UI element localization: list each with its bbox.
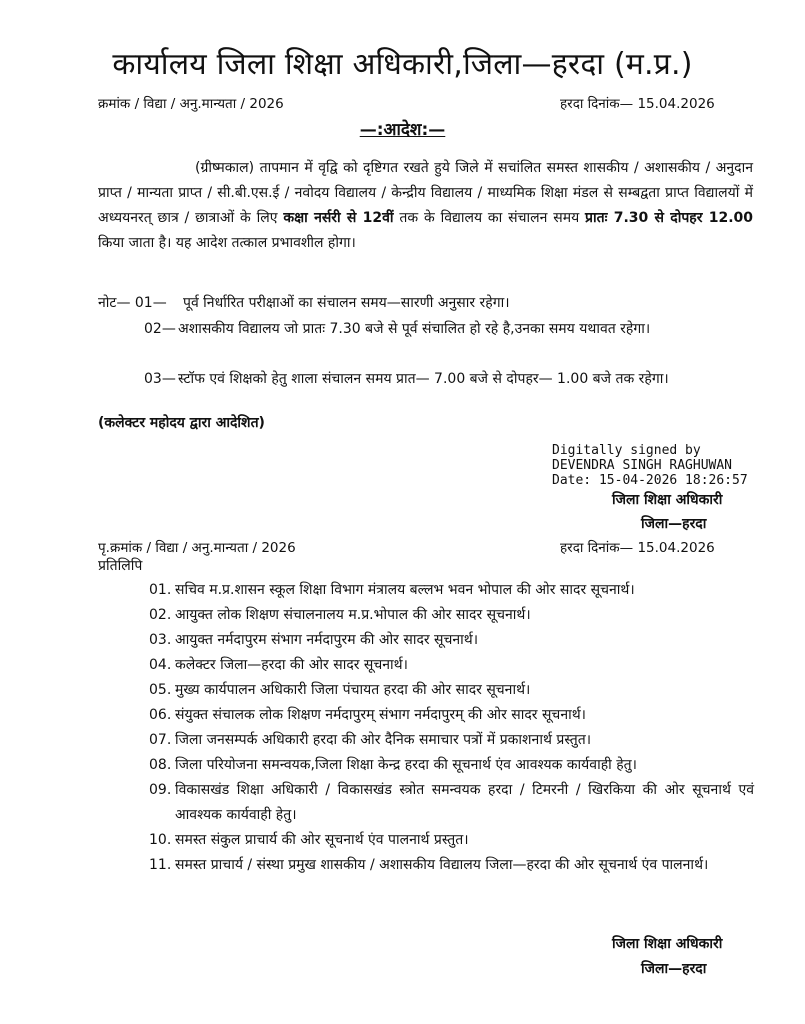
note-3 bbox=[98, 367, 753, 417]
list-item-text: समस्त प्राचार्य / संस्था प्रमुख शासकीय / अशासकीय विद्यालय जिला—हरदा की ओर सूचनार्थ एंव पालनार्थ। bbox=[175, 857, 709, 873]
list-item-number: 04. bbox=[149, 657, 172, 673]
list-item-text: विकासखंड शिक्षा अधिकारी / विकासखंड स्त्रोत समन्वयक हरदा / टिमरनी / खिरकिया की ओर सूचनार्थ एवं आवश्यक कार्यवाही हेतु। bbox=[175, 782, 754, 823]
list-item bbox=[149, 653, 754, 678]
list-item bbox=[149, 678, 754, 703]
list-item bbox=[149, 628, 754, 653]
signatory-designation: जिला शिक्षा अधिकारी bbox=[612, 492, 723, 508]
note-1 bbox=[98, 291, 753, 316]
office-title: कार्यालय जिला शिक्षा अधिकारी,जिला—हरदा (म.प्र.) bbox=[112, 47, 693, 82]
authority-note: (कलेक्टर महोदय द्वारा आदेशित) bbox=[98, 415, 265, 431]
list-item-text: आयुक्त नर्मदापुरम संभाग नर्मदापुरम की ओर सादर सूचनार्थ। bbox=[175, 632, 479, 648]
footer-designation: जिला शिक्षा अधिकारी bbox=[612, 936, 723, 952]
order-text-mid: तक के विद्यालय का संचालन समय bbox=[393, 210, 586, 226]
list-item-number: 03. bbox=[149, 632, 172, 648]
order-date: हरदा दिनांक— 15.04.2026 bbox=[560, 96, 715, 112]
list-item-number: 09. bbox=[149, 782, 172, 798]
endorsement-reference: पृ.क्रमांक / विद्या / अनु.मान्यता / 2026 bbox=[98, 540, 296, 556]
order-text-start: (ग्रीष्मकाल) तापमान में वृद्वि को दृष्टिगत रखते हुये जिले में सचांलित समस्त शासकीय / अशासकीय / अनुदान प्राप्त / मान्यता प्राप्त / सी.बी.एस.ई / नवोदय विद्यालय / केन्द्रीय विद्यालय / माध्यमिक शिक्षा मंडल से सम्बद्वता प्राप्त विद्यालयों में अध्ययनरत् छात्र / छात्राओं के लिए bbox=[98, 160, 753, 226]
note-text: अशासकीय विद्यालय जो प्रातः 7.30 बजे से पूर्व संचालित हो रहे है,उनका समय यथावत रहेगा। bbox=[178, 321, 651, 337]
order-text-end: किया जाता है। यह आदेश तत्काल प्रभावशील होगा। bbox=[98, 235, 356, 251]
list-item bbox=[149, 703, 754, 728]
list-item-text: मुख्य कार्यपालन अधिकारी जिला पंचायत हरदा की ओर सादर सूचनार्थ। bbox=[175, 682, 531, 698]
list-item-number: 06. bbox=[149, 707, 172, 723]
footer-location: जिला—हरदा bbox=[641, 961, 707, 977]
list-item bbox=[149, 578, 754, 603]
list-item-text: संयुक्त संचालक लोक शिक्षण नर्मदापुरम् संभाग नर्मदापुरम् की ओर सादर सूचनार्थ। bbox=[175, 707, 586, 723]
note-number: 02— bbox=[144, 321, 176, 337]
copy-label: प्रतिलिपि bbox=[98, 558, 143, 574]
list-item-number: 08. bbox=[149, 757, 172, 773]
list-item-text: कलेक्टर जिला—हरदा की ओर सादर सूचनार्थ। bbox=[175, 657, 408, 673]
order-timing: प्रातः 7.30 से दोपहर 12.00 bbox=[585, 210, 754, 226]
list-item-text: समस्त संकुल प्राचार्य की ओर सूचनार्थ एंव पालनार्थ प्रस्तुत। bbox=[175, 832, 469, 848]
list-item-number: 11. bbox=[149, 857, 172, 873]
list-item-number: 02. bbox=[149, 607, 172, 623]
list-item-number: 07. bbox=[149, 732, 172, 748]
list-item-number: 01. bbox=[149, 582, 172, 598]
order-classes: कक्षा नर्सरी से 12वीं bbox=[283, 210, 394, 226]
order-paragraph bbox=[98, 156, 753, 256]
list-item bbox=[149, 828, 754, 853]
note-number: नोट— 01— bbox=[98, 295, 167, 311]
list-item-text: सचिव म.प्र.शासन स्कूल शिक्षा विभाग मंत्रालय बल्लभ भवन भोपाल की ओर सादर सूचनार्थ। bbox=[175, 582, 635, 598]
list-item bbox=[149, 778, 754, 828]
order-heading: —:आदेश:— bbox=[359, 120, 446, 140]
digital-signature-signer: DEVENDRA SINGH RAGHUWAN bbox=[552, 458, 733, 473]
list-item-text: आयुक्त लोक शिक्षण संचालनालय म.प्र.भोपाल की ओर सादर सूचनार्थ। bbox=[175, 607, 531, 623]
note-text: पूर्व निर्धारित परीक्षाओं का संचालन समय—सारणी अनुसार रहेगा। bbox=[183, 295, 510, 311]
digital-signature-line1: Digitally signed by bbox=[552, 443, 701, 458]
note-2 bbox=[98, 317, 753, 367]
list-item-number: 10. bbox=[149, 832, 172, 848]
list-item-text: जिला परियोजना समन्वयक,जिला शिक्षा केन्द्र हरदा की सूचनार्थ एंव आवश्यक कार्यवाही हेतु। bbox=[175, 757, 637, 773]
list-item-number: 05. bbox=[149, 682, 172, 698]
signatory-location: जिला—हरदा bbox=[641, 516, 707, 532]
list-item bbox=[149, 853, 754, 878]
note-text: स्टॉफ एवं शिक्षको हेतु शाला संचालन समय प्रात— 7.00 बजे से दोपहर— 1.00 बजे तक रहेगा। bbox=[178, 371, 669, 387]
list-item-text: जिला जनसम्पर्क अधिकारी हरदा की ओर दैनिक समाचार पत्रों में प्रकाशनार्थ प्रस्तुत। bbox=[175, 732, 592, 748]
list-item bbox=[149, 753, 754, 778]
reference-number: क्रमांक / विद्या / अनु.मान्यता / 2026 bbox=[98, 96, 284, 112]
list-item bbox=[149, 728, 754, 753]
note-number: 03— bbox=[144, 371, 176, 387]
endorsement-date: हरदा दिनांक— 15.04.2026 bbox=[560, 540, 715, 556]
digital-signature-date: Date: 15-04-2026 18:26:57 bbox=[552, 473, 748, 488]
copy-list bbox=[149, 578, 754, 878]
list-item bbox=[149, 603, 754, 628]
